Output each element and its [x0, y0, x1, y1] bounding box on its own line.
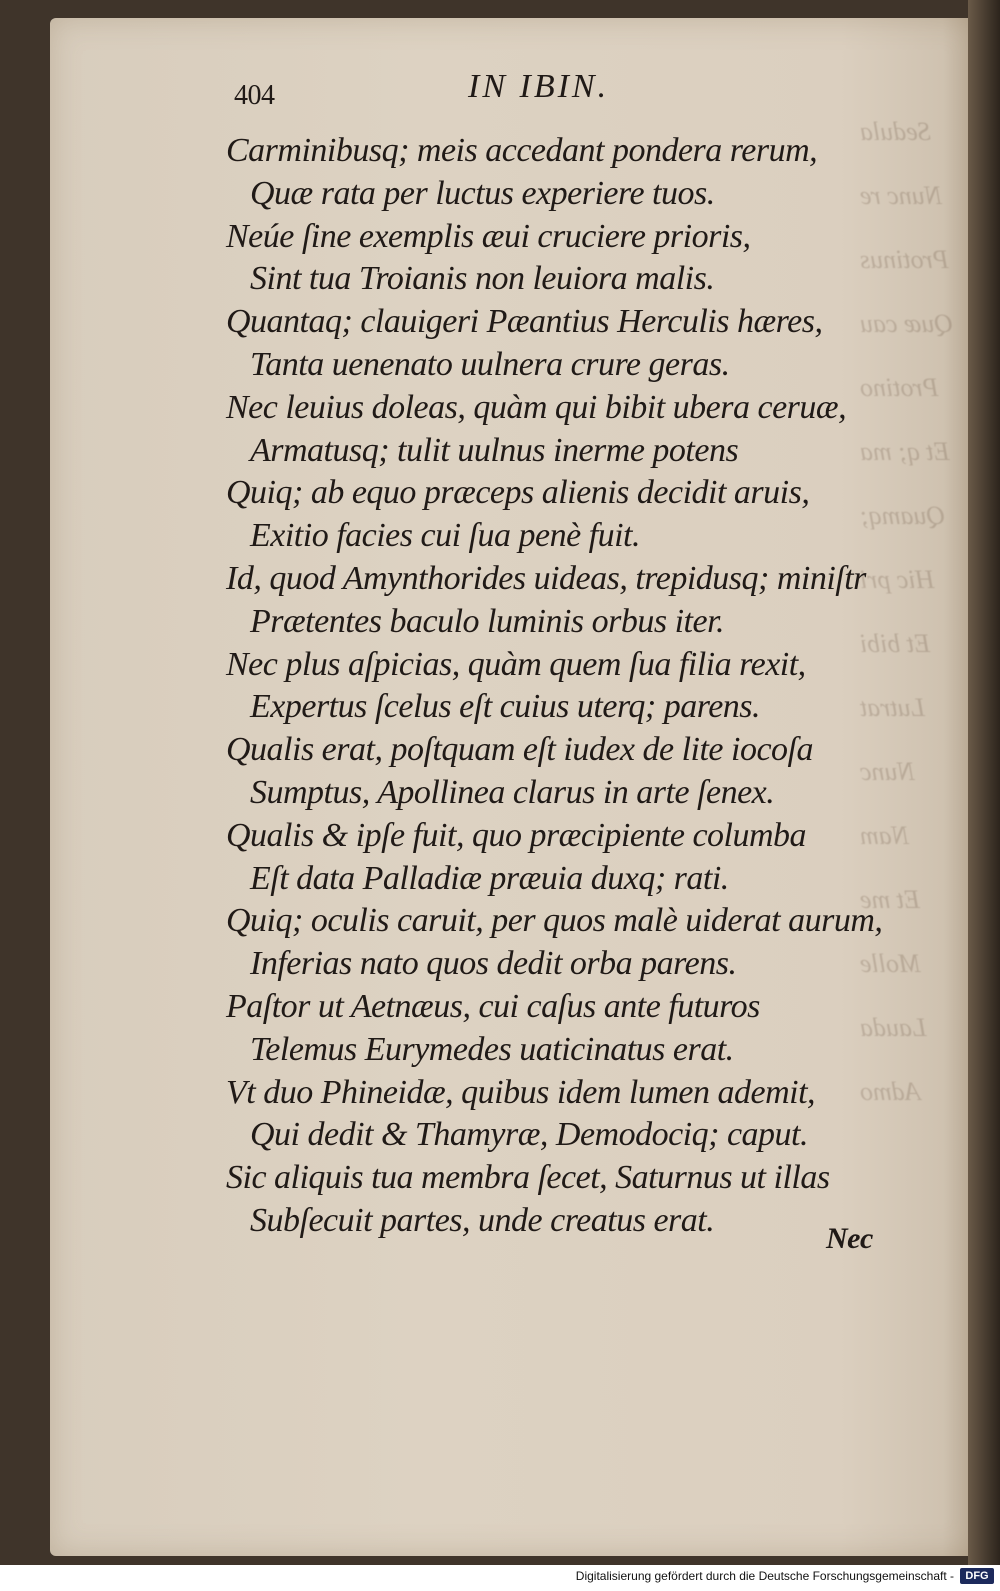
verse-line: Quantaq; clauigeri Pæantius Herculis hæres, — [226, 303, 823, 341]
book-spine — [968, 0, 1000, 1565]
verse-line: Prætentes baculo luminis orbus iter. — [250, 602, 725, 640]
bleed-line: Et me — [860, 885, 920, 914]
running-head: IN IBIN. — [468, 68, 610, 105]
verse-line: Sint tua Troianis non leuiora malis. — [250, 260, 715, 298]
bleed-line: Hic pri — [860, 565, 935, 594]
bleed-line: Sedula — [860, 117, 931, 146]
bleed-line: Nunc — [860, 757, 915, 786]
verse-line: Carminibusq; meis accedant pondera rerum, — [226, 132, 818, 169]
bleed-through-text — [860, 100, 970, 1250]
bleed-line: Lauda — [860, 1013, 927, 1042]
verse-line: Tanta uenenato uulnera crure geras. — [250, 346, 730, 383]
verse-line: Paſtor ut Aetnæus, cui caſus ante futuros — [226, 988, 760, 1025]
verse-line: Vt duo Phineidæ, quibus idem lumen ademit, — [226, 1073, 816, 1111]
verse-line: Subſecuit partes, unde creatus erat. — [250, 1202, 715, 1239]
verse-line: Id, quod Amynthorides uideas, trepidusq; miniſtr — [226, 560, 866, 597]
bleed-line: Et bibi — [860, 629, 931, 658]
bleed-line: Et q; ma — [860, 437, 950, 466]
verse-line: Nec plus aſpicias, quàm quem ſua filia rexit, — [226, 645, 806, 683]
bleed-line: Quæ cau — [860, 309, 954, 338]
verse-line: Nec leuius doleas, quàm qui bibit ubera ceruæ, — [226, 388, 847, 426]
verse-line: Neúe ſine exemplis æui cruciere prioris, — [226, 217, 751, 255]
verse-line: Sumptus, Apollinea clarus in arte ſenex. — [250, 774, 775, 811]
verse-line: Quiq; ab equo præceps alienis decidit aruis, — [226, 474, 810, 512]
bleed-line: Admo — [860, 1077, 921, 1106]
verse-line: Inferias nato quos dedit orba parens. — [250, 945, 737, 983]
verse-line: Qui dedit & Thamyræ, Demodociq; caput. — [250, 1116, 808, 1154]
page-number: 404 — [234, 80, 275, 111]
bleed-line: Molle — [860, 949, 921, 978]
catchword: Nec — [826, 1222, 873, 1255]
verse-line: Exitio facies cui ſua penè fuit. — [250, 517, 641, 555]
verse-line: Quæ rata per luctus experiere tuos. — [250, 174, 715, 212]
verse-line: Qualis & ipſe fuit, quo præcipiente columba — [226, 816, 807, 854]
verse-line: Telemus Eurymedes uaticinatus erat. — [250, 1030, 734, 1068]
verse-line: Qualis erat, poſtquam eſt iudex de lite iocoſa — [226, 731, 814, 769]
bleed-line: Nunc re — [860, 181, 943, 210]
verse-line: Armatusq; tulit uulnus inerme potens — [250, 431, 739, 469]
verse-line: Sic aliquis tua membra ſecet, Saturnus ut illas — [226, 1159, 830, 1197]
bleed-line: Protino — [860, 373, 939, 402]
verse-line: Quiq; oculis caruit, per quos malè uiderat aurum, — [226, 902, 883, 940]
dfg-logo: DFG — [960, 1568, 994, 1584]
bleed-line: Lutrat — [860, 693, 926, 722]
bleed-line: Quamq; — [860, 501, 946, 530]
verse-line: Expertus ſcelus eſt cuius uterq; parens. — [250, 688, 761, 726]
verse-line: Eſt data Palladiæ præuia duxq; rati. — [250, 859, 729, 897]
bleed-line: Protinus — [860, 245, 949, 274]
footer-bar — [0, 1565, 1000, 1591]
funding-notice: Digitalisierung gefördert durch die Deutsche Forschungsgemeinschaft - — [575, 1569, 954, 1583]
bleed-line: Nam — [860, 821, 910, 850]
